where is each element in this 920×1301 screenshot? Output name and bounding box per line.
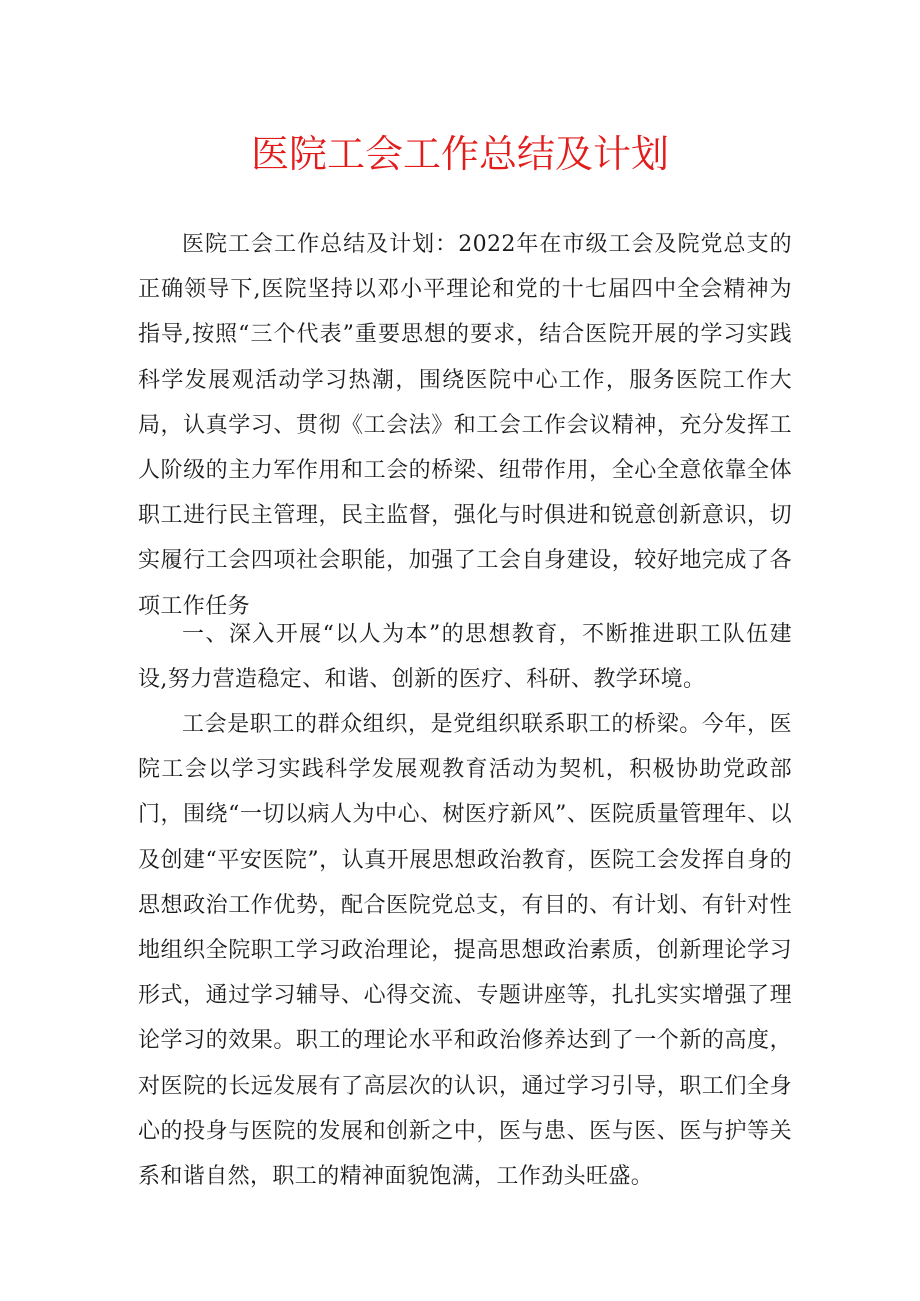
paragraph-section-body: 工会是职工的群众组织，是党组织联系职工的桥梁。今年，医院工会以学习实践科学发展观教育活动为契机，积极协助党政部门，围绕“一切以病人为中心、树医疗新风”、医院质量管理年、以及创建“平安医院”，认真开展思想政治教育，医院工会发挥自身的思想政治工作优势，配合医院党总支，有目的、有计划、有针对性地组织全院职工学习政治理论，提高思想政治素质，创新理论学习形式，通过学习辅导、心得交流、专题讲座等，扎扎实实增强了理论学习的效果。职工的理论水平和政治修养达到了一个新的高度，对医院的长远发展有了高层次的认识，通过学习引导，职工们全身心的投身与医院的发展和创新之中，医与患、医与医、医与护等关系和谐自然，职工的精神面貌饱满，工作劲头旺盛。 (138, 712, 792, 1190)
paragraph-intro: 医院工会工作总结及计划：2022年在市级工会及院党总支的正确领导下,医院坚持以邓小平理论和党的十七届四中全会精神为指导,按照“三个代表”重要思想的要求，结合医院开展的学习实践科学发展观活动学习热潮，围绕医院中心工作，服务医院工作大局，认真学习、贯彻《工会法》和工会工作会议精神，充分发挥工人阶级的主力军作用和工会的桥梁、纽带作用，全心全意依靠全体职工进行民主管理，民主监督，强化与时俱进和锐意创新意识，切实履行工会四项社会职能，加强了工会自身建设，较好地完成了各项工作任务 (138, 232, 792, 619)
document-title: 医院工会工作总结及计划 (250, 132, 669, 176)
paragraph-section-heading: 一、深入开展“以人为本”的思想教育，不断推进职工队伍建设,努力营造稳定、和谐、创新的医疗、科研、教学环境。 (138, 622, 792, 693)
